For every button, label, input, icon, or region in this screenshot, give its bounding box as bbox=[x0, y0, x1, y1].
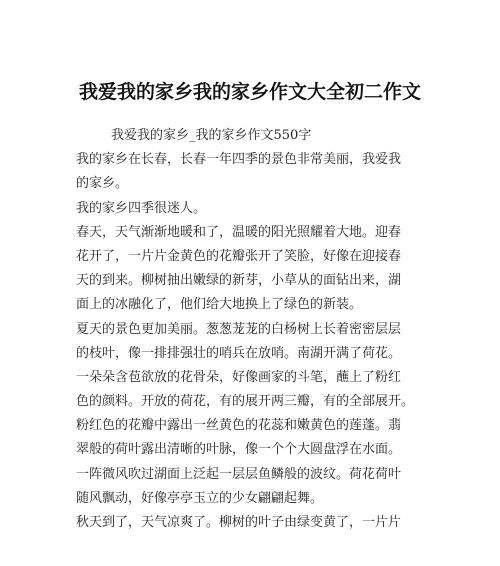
text-line: 的枝叶，像一排排强壮的哨兵在放哨。南湖开满了荷花。 bbox=[76, 345, 402, 361]
text-line: 翠般的荷叶露出清晰的叶脉，像一个个大圆盘浮在水面。 bbox=[76, 442, 402, 458]
text-line: 的家乡。 bbox=[76, 176, 129, 192]
document-body bbox=[76, 124, 426, 535]
text-line: 我的家乡四季很迷人。 bbox=[76, 200, 207, 216]
text-line: 一阵微风吹过湖面上泛起一层层鱼鳞般的波纹。荷花荷叶 bbox=[76, 466, 402, 482]
document-title: 我爱我的家乡我的家乡作文大全初二作文 bbox=[78, 81, 421, 103]
text-line: 粉红色的花瓣中露出一丝黄色的花蕊和嫩黄色的莲蓬。翡 bbox=[76, 418, 402, 434]
text-line: 一朵朵含苞欲放的花骨朵，好像画家的斗笔，蘸上了粉红 bbox=[76, 369, 402, 385]
text-line: 夏天的景色更加美丽。葱葱茏茏的白杨树上长着密密层层 bbox=[76, 321, 402, 337]
text-line: 花开了，一片片金黄色的花瓣张开了笑脸，好像在迎接春 bbox=[76, 248, 402, 264]
article-subtitle: 我爱我的家乡_我的家乡作文550字 bbox=[111, 128, 312, 143]
text-line: 随风飘动，好像亭亭玉立的少女翩翩起舞。 bbox=[76, 490, 324, 506]
text-line: 色的颜料。开放的荷花，有的展开两三瓣，有的全部展开。 bbox=[76, 394, 415, 410]
text-line: 天的到来。柳树抽出嫩绿的新芽，小草从的面钻出来，湖 bbox=[76, 273, 402, 289]
text-line: 我的家乡在长春，长春一年四季的景色非常美丽，我爱我 bbox=[76, 152, 402, 168]
text-line: 春天，天气渐渐地暖和了，温暖的阳光照耀着大地。迎春 bbox=[76, 224, 402, 240]
text-line: 面上的冰融化了，他们给大地换上了绿色的新装。 bbox=[76, 297, 363, 313]
text-line: 秋天到了，天气凉爽了。柳树的叶子由绿变黄了，一片片 bbox=[76, 515, 402, 530]
